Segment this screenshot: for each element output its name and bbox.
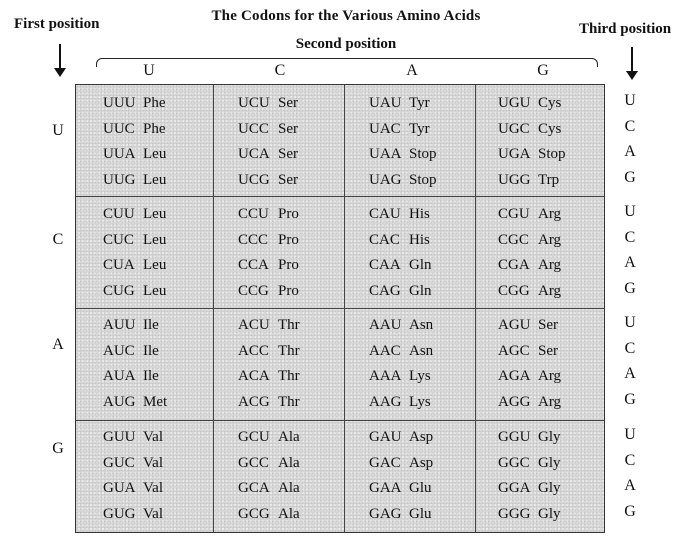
codon-entry [498,172,559,189]
codon-entry [238,95,298,112]
codon-triplet: UUU [103,95,136,111]
codon-entry [103,95,166,112]
amino-acid: Val [143,505,163,522]
codon-entry [103,506,163,523]
codon-entry [498,429,561,446]
codon-triplet: GGA [498,480,531,496]
codon-triplet: CCU [238,206,269,222]
third-position-base-a: A [624,254,636,271]
amino-acid: Gly [538,480,561,496]
codon-triplet: GAA [369,480,402,496]
codon-entry [369,283,432,300]
amino-acid: His [409,206,430,222]
codon-entry [498,283,561,300]
amino-acid: Tyr [409,95,430,111]
amino-acid: Cys [538,95,562,111]
codon-entry [369,368,431,385]
codon-triplet: AUC [103,342,135,359]
codon-triplet: UGU [498,95,531,111]
amino-acid: Pro [278,206,299,222]
codon-triplet: GAG [369,505,402,522]
amino-acid: Gly [538,505,561,522]
third-position-base-a: A [624,143,636,160]
codon-triplet: GCC [238,454,269,471]
codon-entry [369,506,432,523]
codon-entry [369,206,430,223]
codon-triplet: GUC [103,454,135,471]
amino-acid: Leu [143,146,167,162]
amino-acid: Ser [278,146,298,162]
codon-triplet: AAC [369,342,401,359]
codon-triplet: AGC [498,342,530,359]
codon-entry [103,368,159,385]
amino-acid: Leu [143,282,167,299]
codon-triplet: CGC [498,231,529,248]
amino-acid: Lys [409,393,431,410]
codon-entry [238,121,298,138]
amino-acid: Gln [409,257,432,273]
codon-triplet: UCC [238,120,269,137]
codon-triplet: CAA [369,257,401,273]
amino-acid: Ser [278,95,298,111]
codon-triplet: AAU [369,317,402,333]
amino-acid: Asp [409,454,434,471]
codon-triplet: AGU [498,317,531,333]
amino-acid: Arg [538,257,562,273]
codon-triplet: CCA [238,257,269,273]
codon-triplet: GGU [498,429,531,445]
amino-acid: Ser [278,120,298,137]
third-position-base-u: U [624,314,636,331]
third-position-base-c: C [624,228,636,246]
codon-entry [103,146,166,163]
codon-triplet: GAU [369,429,402,445]
codon-entry [498,506,561,523]
codon-entry [238,172,298,189]
amino-acid: Phe [143,120,166,137]
amino-acid: Cys [538,120,562,137]
codon-entry [498,146,566,163]
codon-entry [369,343,433,360]
third-position-base-u: U [624,92,636,109]
third-position-down-arrow-icon [625,47,639,81]
codon-entry [369,480,432,497]
amino-acid: Leu [143,206,167,222]
amino-acid: Arg [538,231,562,248]
codon-entry [103,480,163,497]
codon-triplet: UUC [103,120,135,137]
amino-acid: Val [143,480,163,496]
amino-acid: Ser [278,171,298,188]
third-position-label: Third position [579,21,672,37]
codon-entry [103,429,163,446]
codon-entry [369,172,437,189]
amino-acid: Ile [143,368,159,384]
third-position-base-c: C [624,451,636,469]
codon-triplet: UAA [369,146,402,162]
third-position-base-c: C [624,339,636,357]
third-position-base-a: A [624,365,636,382]
codon-triplet: UCA [238,146,270,162]
codon-table-grid [75,84,605,533]
amino-acid: Leu [143,171,167,188]
codon-entry [498,455,561,472]
amino-acid: Ser [538,317,558,333]
codon-triplet: CAC [369,231,400,248]
codon-entry [238,455,300,472]
amino-acid: Pro [278,257,299,273]
codon-entry [238,146,298,163]
amino-acid: His [409,231,430,248]
codon-triplet: ACU [238,317,270,333]
codon-entry [238,506,300,523]
amino-acid: Met [143,393,168,410]
codon-triplet: CGU [498,206,530,222]
codon-triplet: UUA [103,146,136,162]
codon-entry [369,455,433,472]
codon-triplet: CGA [498,257,530,273]
codon-entry [369,146,437,163]
codon-entry [498,95,561,112]
amino-acid: Ala [278,480,300,496]
codon-triplet: CCG [238,282,269,299]
amino-acid: Glu [409,480,432,496]
amino-acid: Stop [409,146,437,162]
codon-triplet: AUG [103,393,136,410]
codon-triplet: UUG [103,171,136,188]
amino-acid: Glu [409,505,432,522]
codon-entry [498,343,558,360]
table-title: The Codons for the Various Amino Acids [211,8,481,24]
amino-acid: Ala [278,454,300,471]
codon-triplet: GUG [103,505,136,522]
codon-entry [238,283,299,300]
codon-triplet: AUU [103,317,136,333]
codon-triplet: UGC [498,120,530,137]
first-position-label: First position [14,16,100,32]
third-position-base-g: G [624,279,636,297]
first-position-base-c: C [52,231,64,248]
codon-entry [103,257,166,274]
codon-triplet: UAG [369,171,402,188]
codon-entry [498,206,561,223]
third-position-base-a: A [624,477,636,494]
amino-acid: Arg [538,206,562,222]
codon-entry [238,480,300,497]
codon-entry [103,172,166,189]
codon-entry [103,206,166,223]
amino-acid: Pro [278,231,299,248]
amino-acid: Leu [143,231,167,248]
codon-entry [103,317,159,334]
amino-acid: Phe [143,95,166,111]
third-position-base-g: G [624,168,636,186]
codon-triplet: GUA [103,480,136,496]
codon-triplet: UGA [498,146,531,162]
amino-acid: Arg [538,393,562,410]
codon-triplet: CUG [103,282,135,299]
amino-acid: Ala [278,505,300,522]
second-position-header-g: G [537,62,549,79]
amino-acid: Thr [278,317,300,333]
third-position-base-g: G [624,502,636,520]
amino-acid: Asn [409,342,434,359]
amino-acid: Tyr [409,120,430,137]
codon-entry [238,368,300,385]
codon-triplet: UAC [369,120,401,137]
codon-triplet: AGA [498,368,531,384]
codon-triplet: GAC [369,454,401,471]
amino-acid: Arg [538,282,562,299]
codon-triplet: GGG [498,505,531,522]
codon-entry [369,394,431,411]
codon-entry [498,480,561,497]
codon-triplet: AAA [369,368,402,384]
codon-triplet: UGG [498,171,531,188]
codon-triplet: CUA [103,257,135,273]
codon-triplet: GGC [498,454,530,471]
codon-entry [238,429,300,446]
codon-triplet: CGG [498,282,530,299]
codon-triplet: AUA [103,368,136,384]
codon-entry [103,121,166,138]
codon-entry [238,343,300,360]
first-position-base-g: G [52,440,64,457]
codon-triplet: GCG [238,505,270,522]
amino-acid: Stop [538,146,566,162]
codon-triplet: UCG [238,171,270,188]
codon-triplet: CUC [103,231,134,248]
codon-triplet: ACA [238,368,270,384]
codon-entry [369,121,430,138]
codon-entry [103,394,167,411]
first-position-base-u: U [52,122,64,139]
amino-acid: Asp [409,429,434,445]
third-position-base-c: C [624,117,636,135]
codon-entry [238,394,300,411]
amino-acid: Leu [143,257,167,273]
codon-triplet: CCC [238,231,269,248]
codon-entry [498,232,561,249]
codon-entry [369,429,433,446]
codon-entry [369,257,432,274]
codon-entry [369,232,430,249]
codon-entry [498,257,561,274]
codon-entry [498,317,558,334]
codon-entry [238,232,299,249]
codon-entry [238,257,299,274]
amino-acid: Ser [538,342,558,359]
codon-triplet: GUU [103,429,136,445]
codon-triplet: GCA [238,480,270,496]
amino-acid: Ile [143,342,159,359]
codon-entry [103,343,159,360]
codon-entry [103,455,163,472]
codon-entry [103,232,166,249]
codon-triplet: CAU [369,206,401,222]
codon-triplet: UAU [369,95,402,111]
codon-triplet: CAG [369,282,401,299]
codon-entry [238,317,300,334]
codon-triplet: AGG [498,393,531,410]
codon-triplet: AAG [369,393,402,410]
amino-acid: Gly [538,454,561,471]
codon-triplet: GCU [238,429,270,445]
amino-acid: Val [143,454,163,471]
second-position-header-u: U [143,62,155,79]
amino-acid: Lys [409,368,431,384]
codon-entry [498,368,561,385]
second-position-label: Second position [295,36,397,52]
codon-entry [369,95,430,112]
codon-triplet: CUU [103,206,135,222]
codon-triplet: ACG [238,393,270,410]
codon-entry [498,394,561,411]
amino-acid: Gln [409,282,432,299]
amino-acid: Asn [409,317,434,333]
amino-acid: Ala [278,429,300,445]
amino-acid: Thr [278,393,300,410]
amino-acid: Thr [278,342,300,359]
codon-entry [238,206,299,223]
amino-acid: Stop [409,171,437,188]
amino-acid: Thr [278,368,300,384]
codon-triplet: ACC [238,342,269,359]
codon-entry [103,283,166,300]
codon-triplet: UCU [238,95,270,111]
amino-acid: Val [143,429,163,445]
third-position-base-u: U [624,203,636,220]
first-position-base-a: A [52,336,64,353]
amino-acid: Gly [538,429,561,445]
codon-entry [369,317,433,334]
amino-acid: Arg [538,368,562,384]
second-position-header-c: C [274,62,286,79]
third-position-base-g: G [624,390,636,408]
codon-entry [498,121,561,138]
amino-acid: Ile [143,317,159,333]
second-position-header-a: A [406,62,418,79]
amino-acid: Pro [278,282,299,299]
amino-acid: Trp [538,171,560,188]
third-position-base-u: U [624,426,636,443]
